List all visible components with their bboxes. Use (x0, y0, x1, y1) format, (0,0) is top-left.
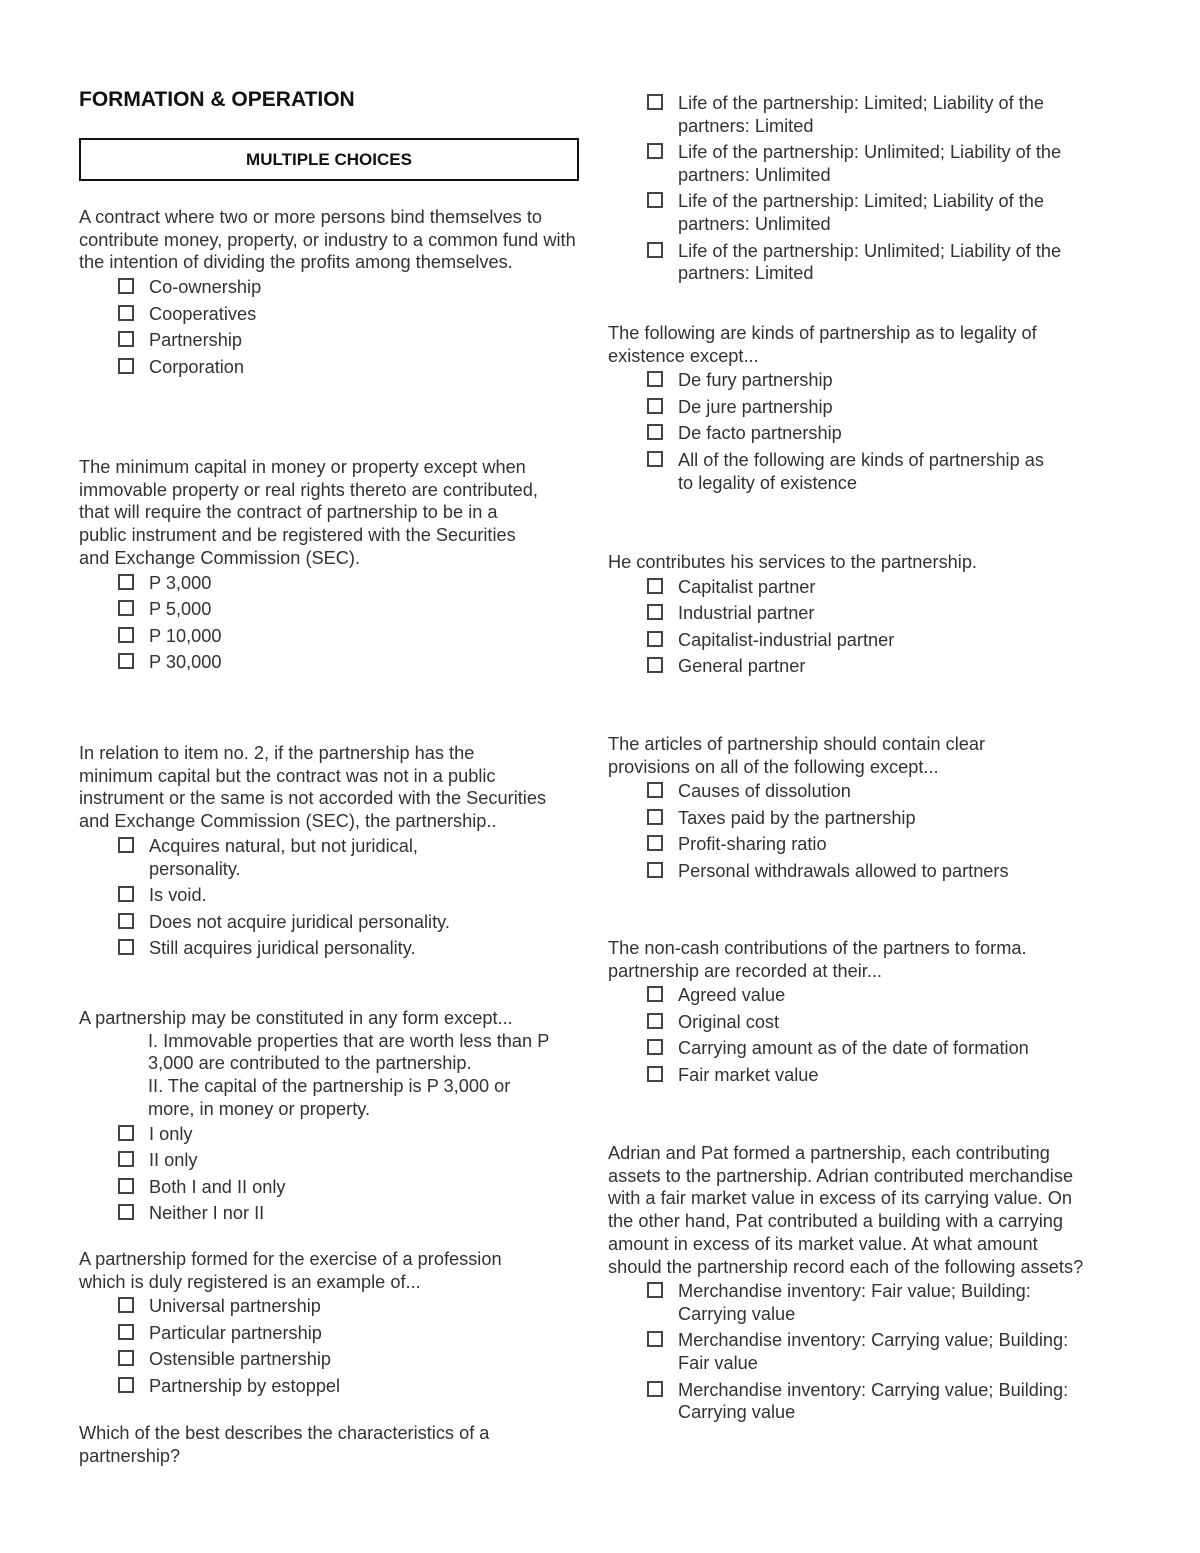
question-6-options (608, 92, 1088, 289)
checkbox[interactable] (647, 398, 663, 414)
option-label: Particular partnership (149, 1322, 322, 1343)
option-list (608, 369, 1088, 494)
question-stem: A partnership formed for the exercise of a profession which is duly registered is an example of... (79, 1249, 502, 1292)
option-item (79, 937, 549, 960)
option-list (79, 572, 539, 674)
option-item (608, 1280, 1088, 1325)
question-2 (79, 456, 539, 678)
checkbox[interactable] (118, 1204, 134, 1220)
option-item (608, 1329, 1088, 1374)
question-9 (608, 733, 1048, 886)
question-1 (79, 206, 584, 382)
page-title: FORMATION & OPERATION (79, 88, 355, 111)
option-item (608, 1379, 1088, 1424)
checkbox[interactable] (118, 1125, 134, 1141)
option-item (79, 1375, 549, 1398)
checkbox[interactable] (118, 1297, 134, 1313)
option-label: Both I and II only (149, 1176, 286, 1197)
option-item (79, 276, 584, 299)
option-list (79, 276, 584, 378)
option-label: Life of the partnership: Limited; Liability of the partners: Limited (678, 93, 1044, 136)
checkbox[interactable] (647, 1282, 663, 1298)
question-stem: The articles of partnership should contain clear provisions on all of the following except... (608, 734, 986, 777)
option-item (79, 1202, 574, 1225)
option-item (608, 984, 1088, 1007)
checkbox[interactable] (647, 1039, 663, 1055)
option-label: Original cost (678, 1011, 780, 1032)
option-label: Fair market value (678, 1064, 819, 1085)
option-label: Capitalist partner (678, 576, 816, 597)
option-item (608, 1037, 1088, 1060)
option-item (79, 884, 549, 907)
checkbox[interactable] (118, 331, 134, 347)
option-label: De fury partnership (678, 370, 833, 391)
option-label: Cooperatives (149, 303, 257, 324)
question-5 (79, 1248, 549, 1401)
option-label: Is void. (149, 885, 207, 906)
checkbox[interactable] (647, 192, 663, 208)
option-item (608, 1064, 1088, 1087)
question-stem: A contract where two or more persons bind themselves to contribute money, property, or industry to a common fund with the intention of dividing the profits among themselves. (79, 207, 576, 273)
checkbox[interactable] (647, 782, 663, 798)
option-item (79, 1322, 549, 1345)
question-stem: The minimum capital in money or property except when immovable property or real rights thereto are contributed, that will require the contract of partnership to be in a public instrument and be registered with the Securities and Exchange Commission (SEC). (79, 457, 538, 568)
option-label: Corporation (149, 356, 245, 377)
checkbox[interactable] (647, 657, 663, 673)
option-label: Causes of dissolution (678, 781, 851, 802)
checkbox[interactable] (118, 837, 134, 853)
option-label: Partnership (149, 330, 243, 351)
option-item (79, 1295, 549, 1318)
option-item (608, 190, 1088, 235)
option-item (608, 422, 1088, 445)
checkbox[interactable] (647, 1066, 663, 1082)
checkbox[interactable] (118, 886, 134, 902)
checkbox[interactable] (647, 1331, 663, 1347)
option-label: Partnership by estoppel (149, 1375, 341, 1396)
option-item (608, 449, 1088, 494)
option-label: Industrial partner (678, 603, 815, 624)
question-stem: He contributes his services to the partnership. (608, 552, 977, 572)
option-item (79, 1176, 574, 1199)
option-item (608, 860, 1048, 883)
section-label: MULTIPLE CHOICES (246, 149, 412, 169)
option-item (79, 1348, 549, 1371)
checkbox[interactable] (647, 835, 663, 851)
checkbox[interactable] (647, 371, 663, 387)
question-4 (79, 1007, 574, 1229)
option-list (608, 1280, 1088, 1424)
checkbox[interactable] (118, 278, 134, 294)
option-item (608, 833, 1048, 856)
option-item (79, 356, 584, 379)
checkbox[interactable] (118, 574, 134, 590)
option-item (608, 780, 1048, 803)
option-label: Acquires natural, but not juridical, personality. (149, 835, 418, 879)
option-item (608, 141, 1088, 186)
option-item (79, 1123, 574, 1146)
sub-item: II. The capital of the partnership is P 3,000 or more, in money or property. (148, 1076, 511, 1119)
option-label: Neither I nor II (149, 1203, 265, 1224)
checkbox[interactable] (118, 627, 134, 643)
option-label: De facto partnership (678, 423, 842, 444)
option-item (608, 807, 1048, 830)
checkbox[interactable] (647, 1013, 663, 1029)
checkbox[interactable] (118, 1151, 134, 1167)
option-label: Life of the partnership: Limited; Liability of the partners: Unlimited (678, 191, 1044, 235)
checkbox[interactable] (647, 143, 663, 159)
option-list (79, 1123, 574, 1225)
option-item (608, 576, 1088, 599)
option-item (608, 396, 1088, 419)
option-item (79, 303, 584, 326)
question-8 (608, 551, 1088, 682)
checkbox[interactable] (647, 578, 663, 594)
checkbox[interactable] (118, 358, 134, 374)
option-item (79, 598, 539, 621)
option-list (608, 92, 1088, 285)
option-label: Personal withdrawals allowed to partners (678, 860, 1009, 881)
option-label: P 5,000 (149, 599, 212, 620)
question-10 (608, 937, 1088, 1090)
option-list (608, 780, 1048, 882)
option-item (79, 1149, 574, 1172)
question-stem: In relation to item no. 2, if the partnership has the minimum capital but the contract was not in a public instrument or the same is not accorded with the Securities and Exchange Commission (SEC), the partnership.. (79, 743, 547, 832)
option-item (79, 329, 584, 352)
checkbox[interactable] (647, 242, 663, 258)
checkbox[interactable] (647, 862, 663, 878)
option-label: Agreed value (678, 985, 786, 1006)
option-item (79, 651, 539, 674)
section-banner (79, 138, 579, 181)
option-label: Life of the partnership: Unlimited; Liability of the partners: Limited (678, 240, 1062, 284)
option-item (608, 629, 1088, 652)
option-list (608, 984, 1088, 1086)
option-label: I only (149, 1123, 193, 1144)
option-list (608, 576, 1088, 678)
option-list (79, 835, 549, 960)
option-item (608, 369, 1088, 392)
question-6 (79, 1422, 549, 1467)
option-label: Merchandise inventory: Carrying value; Building: Carrying value (678, 1379, 1069, 1423)
checkbox[interactable] (118, 1350, 134, 1366)
checkbox[interactable] (647, 424, 663, 440)
option-label: Capitalist-industrial partner (678, 629, 895, 650)
option-item (608, 92, 1088, 137)
checkbox[interactable] (118, 939, 134, 955)
option-label: De jure partnership (678, 396, 833, 417)
option-label: Universal partnership (149, 1296, 321, 1317)
option-list (79, 1295, 549, 1397)
option-label: Life of the partnership: Unlimited; Liability of the partners: Unlimited (678, 142, 1062, 185)
option-label: Co-ownership (149, 277, 262, 298)
checkbox[interactable] (647, 986, 663, 1002)
option-item (79, 572, 539, 595)
option-label: All of the following are kinds of partnership as to legality of existence (678, 449, 1044, 493)
question-stem: Which of the best describes the characteristics of a partnership? (79, 1423, 490, 1466)
option-item (79, 625, 539, 648)
option-label: Taxes paid by the partnership (678, 807, 916, 828)
question-7 (608, 322, 1088, 498)
option-label: Still acquires juridical personality. (149, 938, 416, 959)
checkbox[interactable] (118, 305, 134, 321)
checkbox[interactable] (647, 1381, 663, 1397)
checkbox[interactable] (647, 94, 663, 110)
option-label: II only (149, 1150, 198, 1171)
option-item (608, 240, 1088, 285)
checkbox[interactable] (647, 809, 663, 825)
option-label: Profit-sharing ratio (678, 834, 827, 855)
option-item (608, 1011, 1088, 1034)
question-stem: The non-cash contributions of the partners to forma. partnership are recorded at their... (608, 938, 1027, 981)
checkbox[interactable] (118, 1178, 134, 1194)
question-3 (79, 742, 549, 964)
checkbox[interactable] (118, 653, 134, 669)
checkbox[interactable] (647, 451, 663, 467)
option-label: Merchandise inventory: Fair value; Building: Carrying value (678, 1281, 1031, 1324)
sub-item: I. Immovable properties that are worth less than P 3,000 are contributed to the partnership. (148, 1030, 549, 1074)
option-label: P 3,000 (149, 572, 212, 593)
option-label: Ostensible partnership (149, 1349, 331, 1370)
question-11 (608, 1142, 1088, 1428)
option-label: P 30,000 (149, 652, 222, 673)
checkbox[interactable] (118, 600, 134, 616)
option-item (608, 602, 1088, 625)
option-label: Carrying amount as of the date of formation (678, 1038, 1029, 1059)
checkbox[interactable] (118, 913, 134, 929)
question-stem: Adrian and Pat formed a partnership, each contributing assets to the partnership. Adrian contributed merchandise with a fair market value in excess of its carrying value. On the other hand, Pat contributed a building with a carrying amount in excess of its market value. At what amount should the partnership record each of the following assets? (608, 1143, 1084, 1277)
option-label: P 10,000 (149, 625, 222, 646)
option-item (79, 835, 549, 880)
question-stem: The following are kinds of partnership as to legality of existence except... (608, 323, 1037, 366)
option-label: Merchandise inventory: Carrying value; Building: Fair value (678, 1330, 1069, 1374)
question-stem: A partnership may be constituted in any form except... (79, 1008, 513, 1028)
option-label: General partner (678, 656, 806, 677)
checkbox[interactable] (647, 604, 663, 620)
option-item (79, 911, 549, 934)
checkbox[interactable] (118, 1324, 134, 1340)
checkbox[interactable] (647, 631, 663, 647)
checkbox[interactable] (118, 1377, 134, 1393)
option-label: Does not acquire juridical personality. (149, 911, 450, 932)
option-item (608, 655, 1088, 678)
